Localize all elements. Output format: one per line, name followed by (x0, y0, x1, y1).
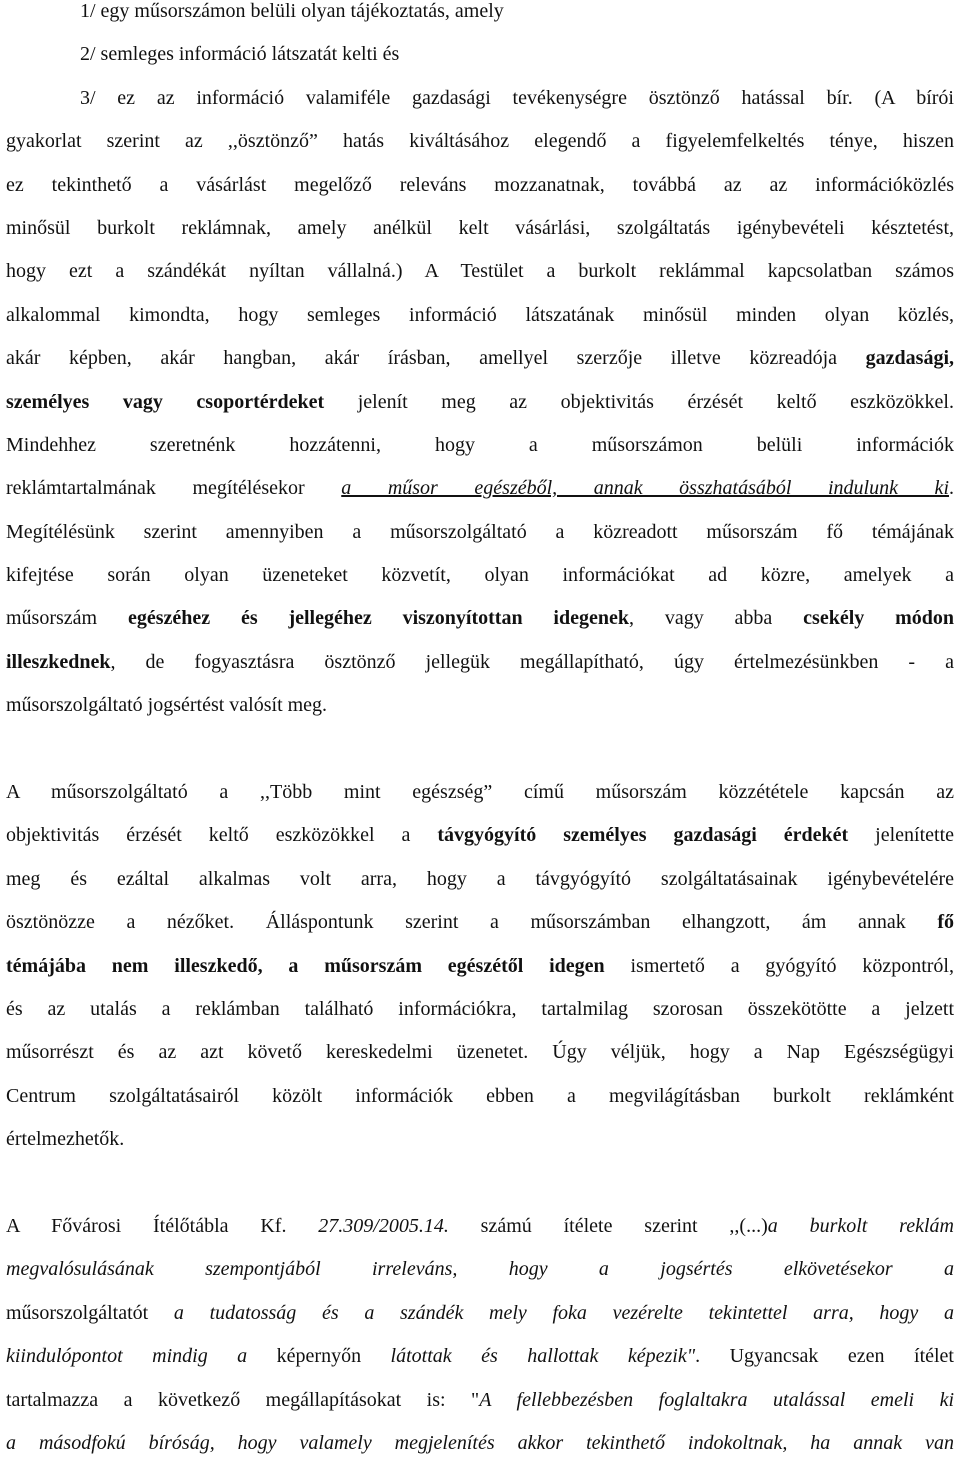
text-run: csekély módon (803, 607, 954, 630)
text-run: számú ítélete szerint ,,(...) (448, 1214, 768, 1237)
text-line (6, 294, 954, 337)
text-run: kiindulópontot mindig a (6, 1345, 248, 1368)
text-line (6, 901, 954, 944)
text-line (6, 684, 954, 727)
text-line (6, 1205, 954, 1248)
text-line (6, 1075, 954, 1118)
text-line (6, 1379, 954, 1422)
text-run: megvalósulásának szempontjából irreleváns, hogy a jogsértés elkövetésekor a (6, 1258, 954, 1281)
text-run: Mindehhez szeretnénk hozzátenni, hogy a műsorszámon belüli információk (6, 433, 954, 456)
text-run: ösztönözze a nézőket. Álláspontunk szerint a műsorszámban elhangzott, ám annak (6, 911, 938, 934)
text-line (6, 1248, 954, 1291)
text-line (6, 424, 954, 467)
text-run: gazdasági, (865, 347, 954, 370)
text-run: témájába nem illeszkedő, a műsorszám egészétől idegen (6, 954, 605, 977)
text-line (6, 1422, 954, 1465)
text-run: értelmezhetők. (6, 1128, 125, 1151)
text-run: . Ugyancsak ezen ítélet (695, 1345, 954, 1368)
text-run: egészéhez és jellegéhez viszonyítottan idegenek (127, 607, 629, 630)
text-line (6, 467, 954, 510)
text-run: 27.309/2005.14. (318, 1214, 449, 1237)
text-run: minősül burkolt reklámnak, amely anélkül kelt vásárlási, szolgáltatás igénybevételi késztetést, (6, 216, 954, 239)
text-run: a műsor egészéből, annak összhatásából indulunk ki (341, 477, 949, 500)
text-run: akár képben, akár hangban, akár írásban, amellyel szerzője illetve közreadója (6, 347, 866, 370)
text-line (6, 1031, 954, 1074)
text-run: objektivitás érzését keltő eszközökkel a (6, 824, 438, 847)
text-run: jelenít meg az objektivitás érzését keltő eszközökkel. (324, 390, 954, 413)
text-run: , vagy abba (628, 607, 804, 630)
text-line (6, 1118, 954, 1161)
text-line (6, 771, 954, 814)
text-line (6, 511, 954, 554)
text-line (6, 988, 954, 1031)
text-run: A fellebbezésben foglaltakra utalással emeli ki (479, 1388, 955, 1411)
text-run: A műsorszolgáltató a ,,Több mint egészség” című műsorszám közzététele kapcsán az (6, 781, 954, 804)
paragraph-gap (6, 728, 954, 771)
text-line (6, 597, 954, 640)
text-run: a másodfokú bíróság, hogy valamely megjelenítés akkor tekinthető indokoltnak, ha annak van (6, 1431, 954, 1454)
list-item-2: 2/ semleges információ látszatát kelti és (80, 43, 400, 66)
text-line (6, 250, 954, 293)
text-run: , de fogyasztásra ösztönző jellegük megállapítható, úgy értelmezésünkben - a (110, 650, 954, 673)
text-run: fő (937, 911, 954, 934)
text-run: hogy ezt a szándékát nyíltan vállalná.) A Testület a burkolt reklámmal kapcsolatban számos (6, 260, 954, 283)
text-run: 3/ ez az információ valamiféle gazdasági tevékenységre ösztönző hatással bír. (A bírói (80, 86, 954, 109)
text-run: illeszkednek (6, 650, 111, 673)
text-run: ismertető a gyógyító központról, (604, 954, 954, 977)
text-run: kifejtése során olyan üzeneteket közvetít, olyan információkat ad közre, amelyek a (6, 564, 954, 587)
text-run: műsorszolgáltatót (6, 1301, 174, 1324)
text-line (6, 120, 954, 163)
text-run: és az utalás a reklámban található információkra, tartalmilag szorosan összekötötte a jelzett (6, 997, 954, 1020)
text-line (6, 814, 954, 857)
text-run: alkalommal kimondta, hogy semleges információ látszatának minősül minden olyan közlés, (6, 303, 954, 326)
text-line (6, 337, 954, 380)
text-run: jelenítette (848, 824, 954, 847)
text-run: személyes vagy csoportérdeket (6, 390, 325, 413)
text-line (6, 1335, 954, 1378)
text-run: gyakorlat szerint az ,,ösztönző” hatás kiváltásához elegendő a figyelemfelkeltés ténye, hiszen (6, 130, 954, 153)
text-line (6, 77, 954, 120)
text-run: tartalmazza a következő megállapításokat is: " (6, 1388, 480, 1411)
text-run: műsorszám (6, 607, 128, 630)
text-run: . (949, 477, 954, 500)
text-line (6, 207, 954, 250)
text-run: Megítélésünk szerint amennyiben a műsorszolgáltató a közreadott műsorszám fő témájának (6, 520, 954, 543)
text-run: műsorszolgáltató jogsértést valósít meg. (6, 694, 328, 717)
text-run: ez tekinthető a vásárlást megelőző releváns mozzanatnak, továbbá az az információközlés (6, 173, 954, 196)
text-line (6, 858, 954, 901)
paragraph-gap (6, 1162, 954, 1205)
list-item-1: 1/ egy műsorszámon belüli olyan tájékoztatás, amely (80, 0, 504, 22)
text-line (6, 164, 954, 207)
text-run: látottak és hallottak képezik" (390, 1345, 696, 1368)
text-line (6, 945, 954, 988)
text-run: távgyógyító személyes gazdasági érdekét (437, 824, 849, 847)
text-run: képernyőn (247, 1345, 391, 1368)
text-run: A Fővárosi Ítélőtábla Kf. (6, 1214, 319, 1237)
text-line (6, 554, 954, 597)
text-run: reklámtartalmának megítélésekor (6, 477, 342, 500)
document-body (6, 77, 954, 1465)
text-line (6, 641, 954, 684)
text-line (6, 381, 954, 424)
text-run: a burkolt reklám (767, 1214, 954, 1237)
text-run: műsorrészt és az azt követő kereskedelmi üzenetet. Úgy véljük, hogy a Nap Egészségügyi (6, 1041, 954, 1064)
text-run: Centrum szolgáltatásairól közölt információk ebben a megvilágításban burkolt reklámként (6, 1084, 954, 1107)
text-run: meg és ezáltal alkalmas volt arra, hogy a távgyógyító szolgáltatásainak igénybevételére (6, 867, 954, 890)
text-run: a tudatosság és a szándék mely foka vezérelte tekintettel arra, hogy a (173, 1301, 955, 1324)
text-line (6, 1292, 954, 1335)
